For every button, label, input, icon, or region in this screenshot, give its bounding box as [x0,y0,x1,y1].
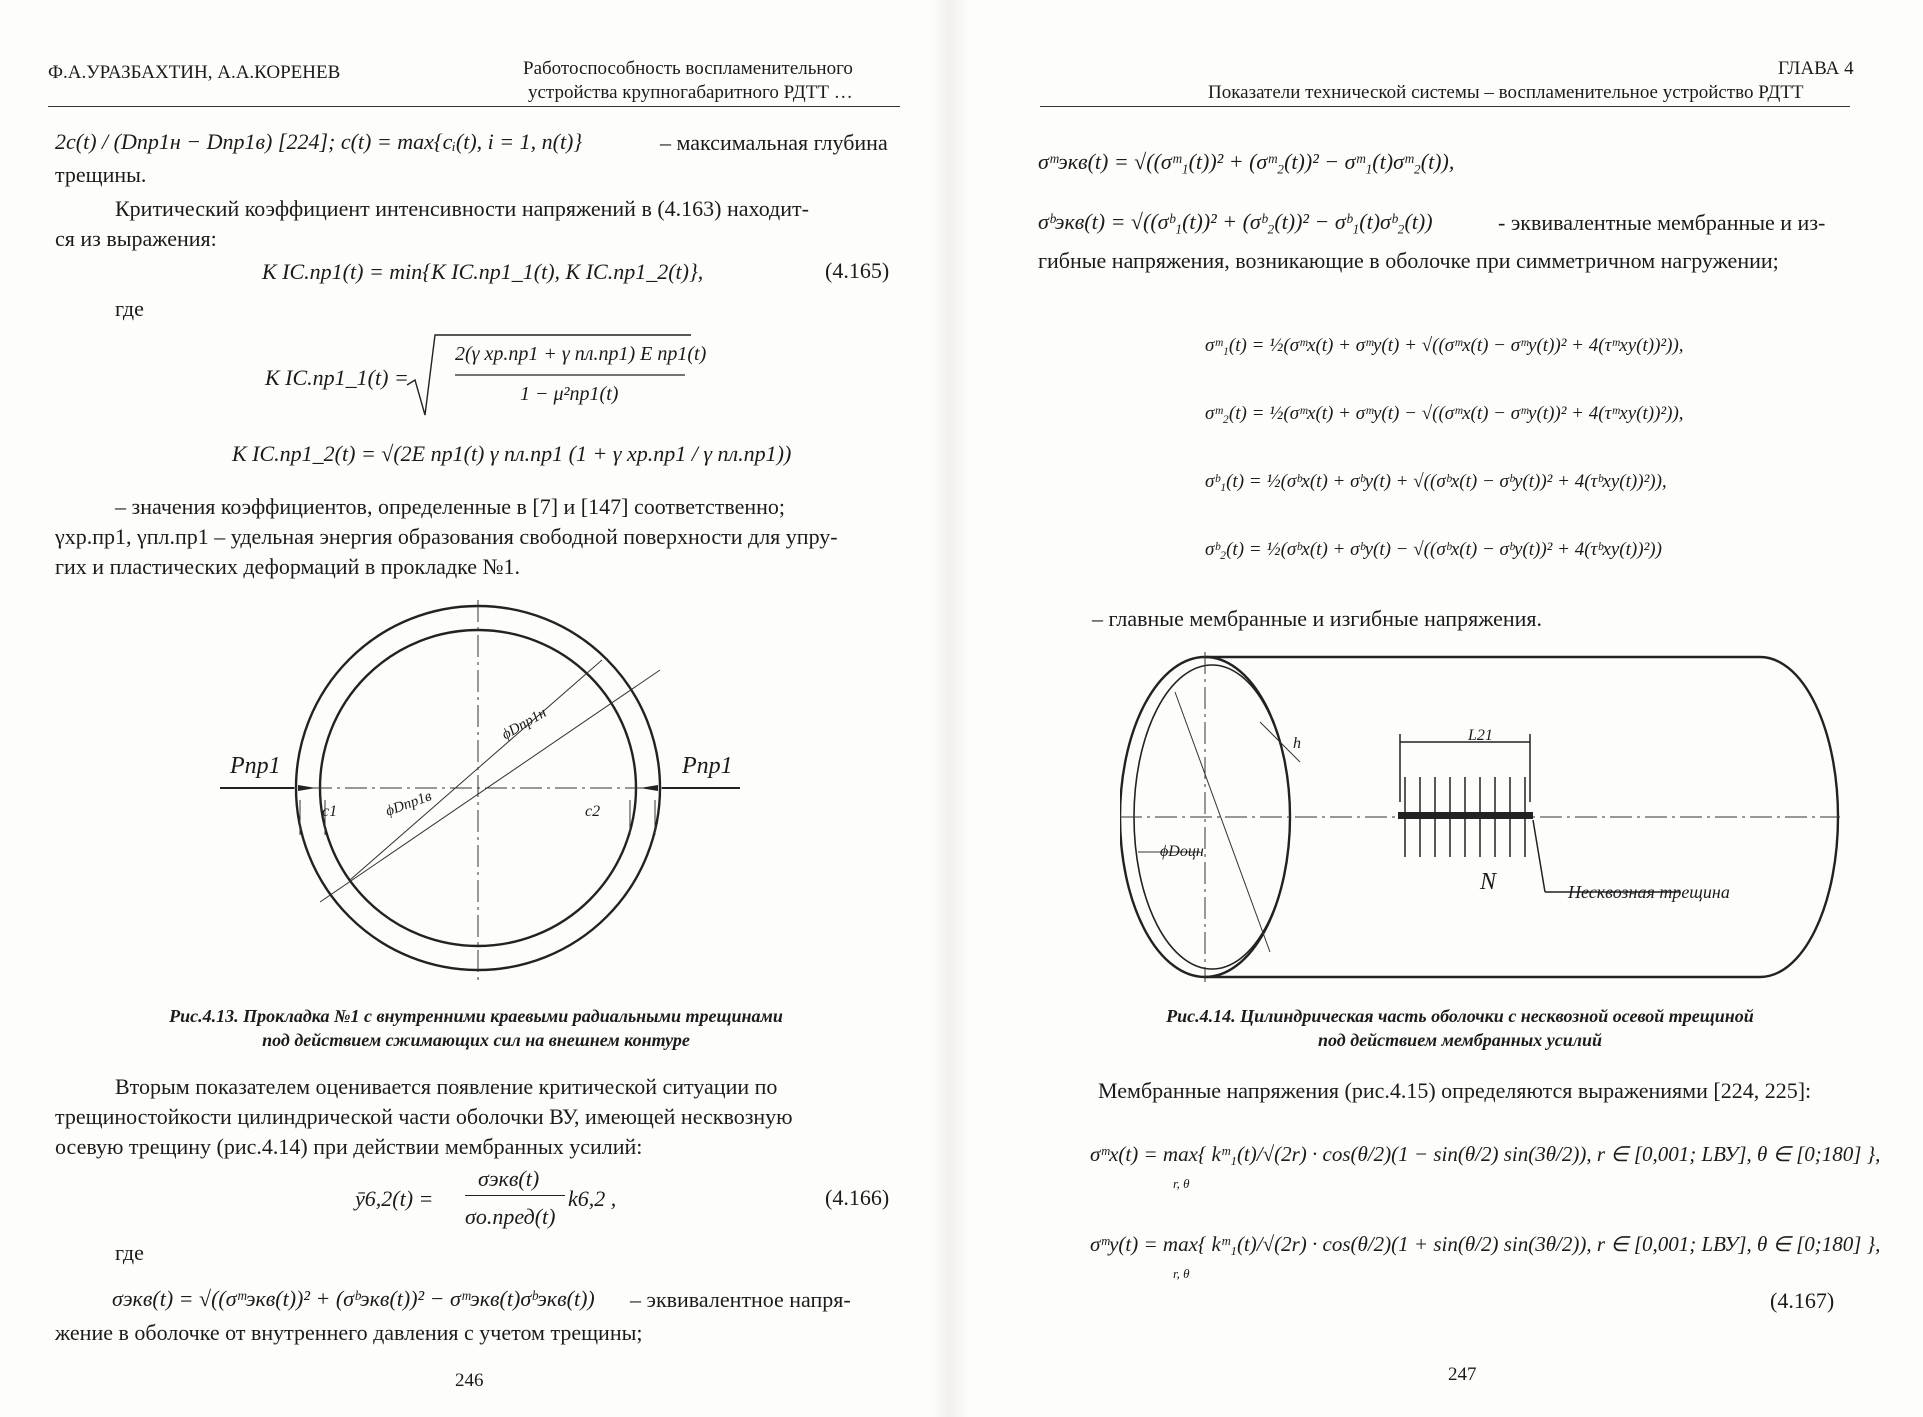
header-chapter-title: Показатели технической системы – воспламенительное устройство РДТТ [1208,82,1804,103]
label-shell-diameter: ϕDоцн [1160,843,1204,860]
equation-sigma-b-ekv: σᵇэкв(t) = √((σᵇ₁(t))² + (σᵇ₂(t))² − σᵇ₁(t)σᵇ₂(t)) [1038,209,1433,234]
equation-sigma-m-ekv: σᵐэкв(t) = √((σᵐ₁(t))² + (σᵐ₂(t))² − σᵐ₁(t)σᵐ₂(t)), [1038,149,1455,174]
equation-sigma-y-m: σᵐy(t) = max{ kᵐ₁(t)/√(2r) · cos(θ/2)(1 + sin(θ/2) sin(3θ/2)), r ∈ [0,001; LВУ], θ ∈ [0;180] }, [1090,1232,1881,1256]
formula-crack-depth: 2c(t) / (Dпр1н − Dпр1в) [224]; c(t) = max{cᵢ(t), i = 1, n(t)} [55,129,583,154]
paragraph-1-continuation: трещины. [55,162,147,187]
paragraph-3-line3: гих и пластических деформаций в прокладке №1. [55,554,521,579]
label-outer-diameter: ϕDпр1н [499,704,550,744]
where-label-2: где [115,1240,144,1265]
header-book-title-line2: устройства крупногабаритного РДТТ … [528,82,853,103]
paragraph-4-line1: Вторым показателем оценивается появление критической ситуации по [115,1074,778,1099]
label-crack-c2: c2 [585,803,601,820]
paragraph-4-line2: трещиностойкости цилиндрической части оболочки ВУ, имеющей несквозную [55,1104,793,1129]
paragraph-1-text: – максимальная глубина [660,130,888,155]
paragraph-4-line3: осевую трещину (рис.4.14) при действии мембранных усилий: [55,1134,643,1159]
header-rule-right [1040,106,1850,107]
equation-sigma1-b: σᵇ₁(t) = ½(σᵇx(t) + σᵇy(t) + √((σᵇx(t) − σᵇy(t))² + 4(τᵇxy(t))²)), [1205,471,1667,492]
header-authors: Ф.А.УРАЗБАХТИН, А.А.КОРЕНЕВ [48,62,341,83]
figure-4-13-gasket [220,600,740,990]
caption-4-14-line2: под действием мембранных усилий [1318,1030,1602,1050]
equation-sigma-ekv: σэкв(t) = √((σᵐэкв(t))² + (σᵇэкв(t))² − σᵐэкв(t)σᵇэкв(t)) [112,1286,595,1311]
text-equivalent-stresses-line2: гибные напряжения, возникающие в оболочке при симметричном нагружении; [1038,248,1779,273]
text-equivalent-stresses-line1: - эквивалентные мембранные и из- [1498,210,1826,235]
paragraph-2-continuation: ся из выражения: [55,226,217,251]
equation-4-166-denominator: σо.пред(t) [465,1204,556,1229]
header-rule [48,106,900,107]
equation-4-166-lhs: ȳ6,2(t) = [355,1186,434,1211]
label-force-left: Pпр1 [230,753,281,779]
equation-k1-numerator: 2(γ хр.пр1 + γ пл.пр1) E пр1(t) [455,343,707,365]
caption-4-14-line1: Рис.4.14. Цилиндрическая часть оболочки с несквозной осевой трещиной [1166,1006,1754,1026]
text-principal-stresses: – главные мембранные и изгибные напряжения. [1092,606,1543,631]
paragraph-3-line2: γхр.пр1, γпл.пр1 – удельная энергия образования свободной поверхности для упру- [55,524,838,549]
where-label-1: где [115,296,144,321]
equation-4-165: K IC.пр1(t) = min{K IC.пр1_1(t), K IC.пр1_2(t)}, [262,259,704,284]
equation-4-166-rhs: k6,2 , [568,1186,617,1211]
equation-number-4-165: (4.165) [825,258,890,283]
text-membrane-stresses: Мембранные напряжения (рис.4.15) определяются выражениями [224, 225]: [1098,1078,1812,1103]
paragraph-5-line1: – эквивалентное напря- [630,1287,851,1312]
header-book-title-line1: Работоспособность воспламенительного [523,58,853,79]
equation-number-4-167: (4.167) [1770,1288,1835,1313]
equation-sigma2-b: σᵇ₂(t) = ½(σᵇx(t) + σᵇy(t) − √((σᵇx(t) − σᵇy(t))² + 4(τᵇxy(t))²)) [1205,539,1662,560]
equation-sigma2-m: σᵐ₂(t) = ½(σᵐx(t) + σᵐy(t) − √((σᵐx(t) − σᵐy(t))² + 4(τᵐxy(t))²)), [1205,403,1684,424]
label-force-n: N [1480,869,1497,895]
paragraph-3-line1: – значения коэффициентов, определенные в [7] и [147] соответственно; [115,494,786,519]
left-page [0,0,950,1417]
header-chapter: ГЛАВА 4 [1778,58,1854,79]
equation-sigma1-m: σᵐ₁(t) = ½(σᵐx(t) + σᵐy(t) + √((σᵐx(t) − σᵐy(t))² + 4(τᵐxy(t))²)), [1205,335,1684,356]
right-page [960,0,1923,1417]
equation-k1-lhs: K IC.пр1_1(t) = [265,365,409,390]
label-inner-diameter: ϕDпр1в [383,788,434,820]
equation-number-4-166: (4.166) [825,1185,890,1210]
caption-4-13-line2: под действием сжимающих сил на внешнем контуре [262,1030,690,1050]
label-thickness-h: h [1293,735,1301,752]
caption-4-13-line1: Рис.4.13. Прокладка №1 с внутренними краевыми радиальными трещинами [169,1006,783,1026]
equation-4-166-numerator: σэкв(t) [478,1166,540,1191]
figure-4-14-shell [1120,652,1840,982]
page-number-left: 246 [455,1370,484,1391]
page-number-right: 247 [1448,1364,1477,1385]
label-part-through-crack: Несквозная трещина [1568,882,1730,902]
label-crack-c1: c1 [322,803,338,820]
paragraph-5-line2: жение в оболочке от внутреннего давления с учетом трещины; [55,1320,643,1345]
equation-sigma-y-max-subscript: r, θ [1173,1266,1190,1281]
equation-sigma-x-max-subscript: r, θ [1173,1176,1190,1191]
paragraph-2: Критический коэффициент интенсивности напряжений в (4.163) находит- [115,196,809,221]
equation-k1-denominator: 1 − μ²пр1(t) [520,383,619,405]
equation-sigma-x-m: σᵐx(t) = max{ kᵐ₁(t)/√(2r) · cos(θ/2)(1 − sin(θ/2) sin(3θ/2)), r ∈ [0,001; LВУ], θ ∈ [0;180] }, [1090,1142,1881,1166]
equation-k2: K IC.пр1_2(t) = √(2E пр1(t) γ пл.пр1 (1 + γ хр.пр1 / γ пл.пр1)) [232,441,792,466]
label-crack-length: L21 [1468,727,1493,744]
label-force-right: Pпр1 [682,753,733,779]
equation-4-166-fraction-bar [465,1195,565,1196]
